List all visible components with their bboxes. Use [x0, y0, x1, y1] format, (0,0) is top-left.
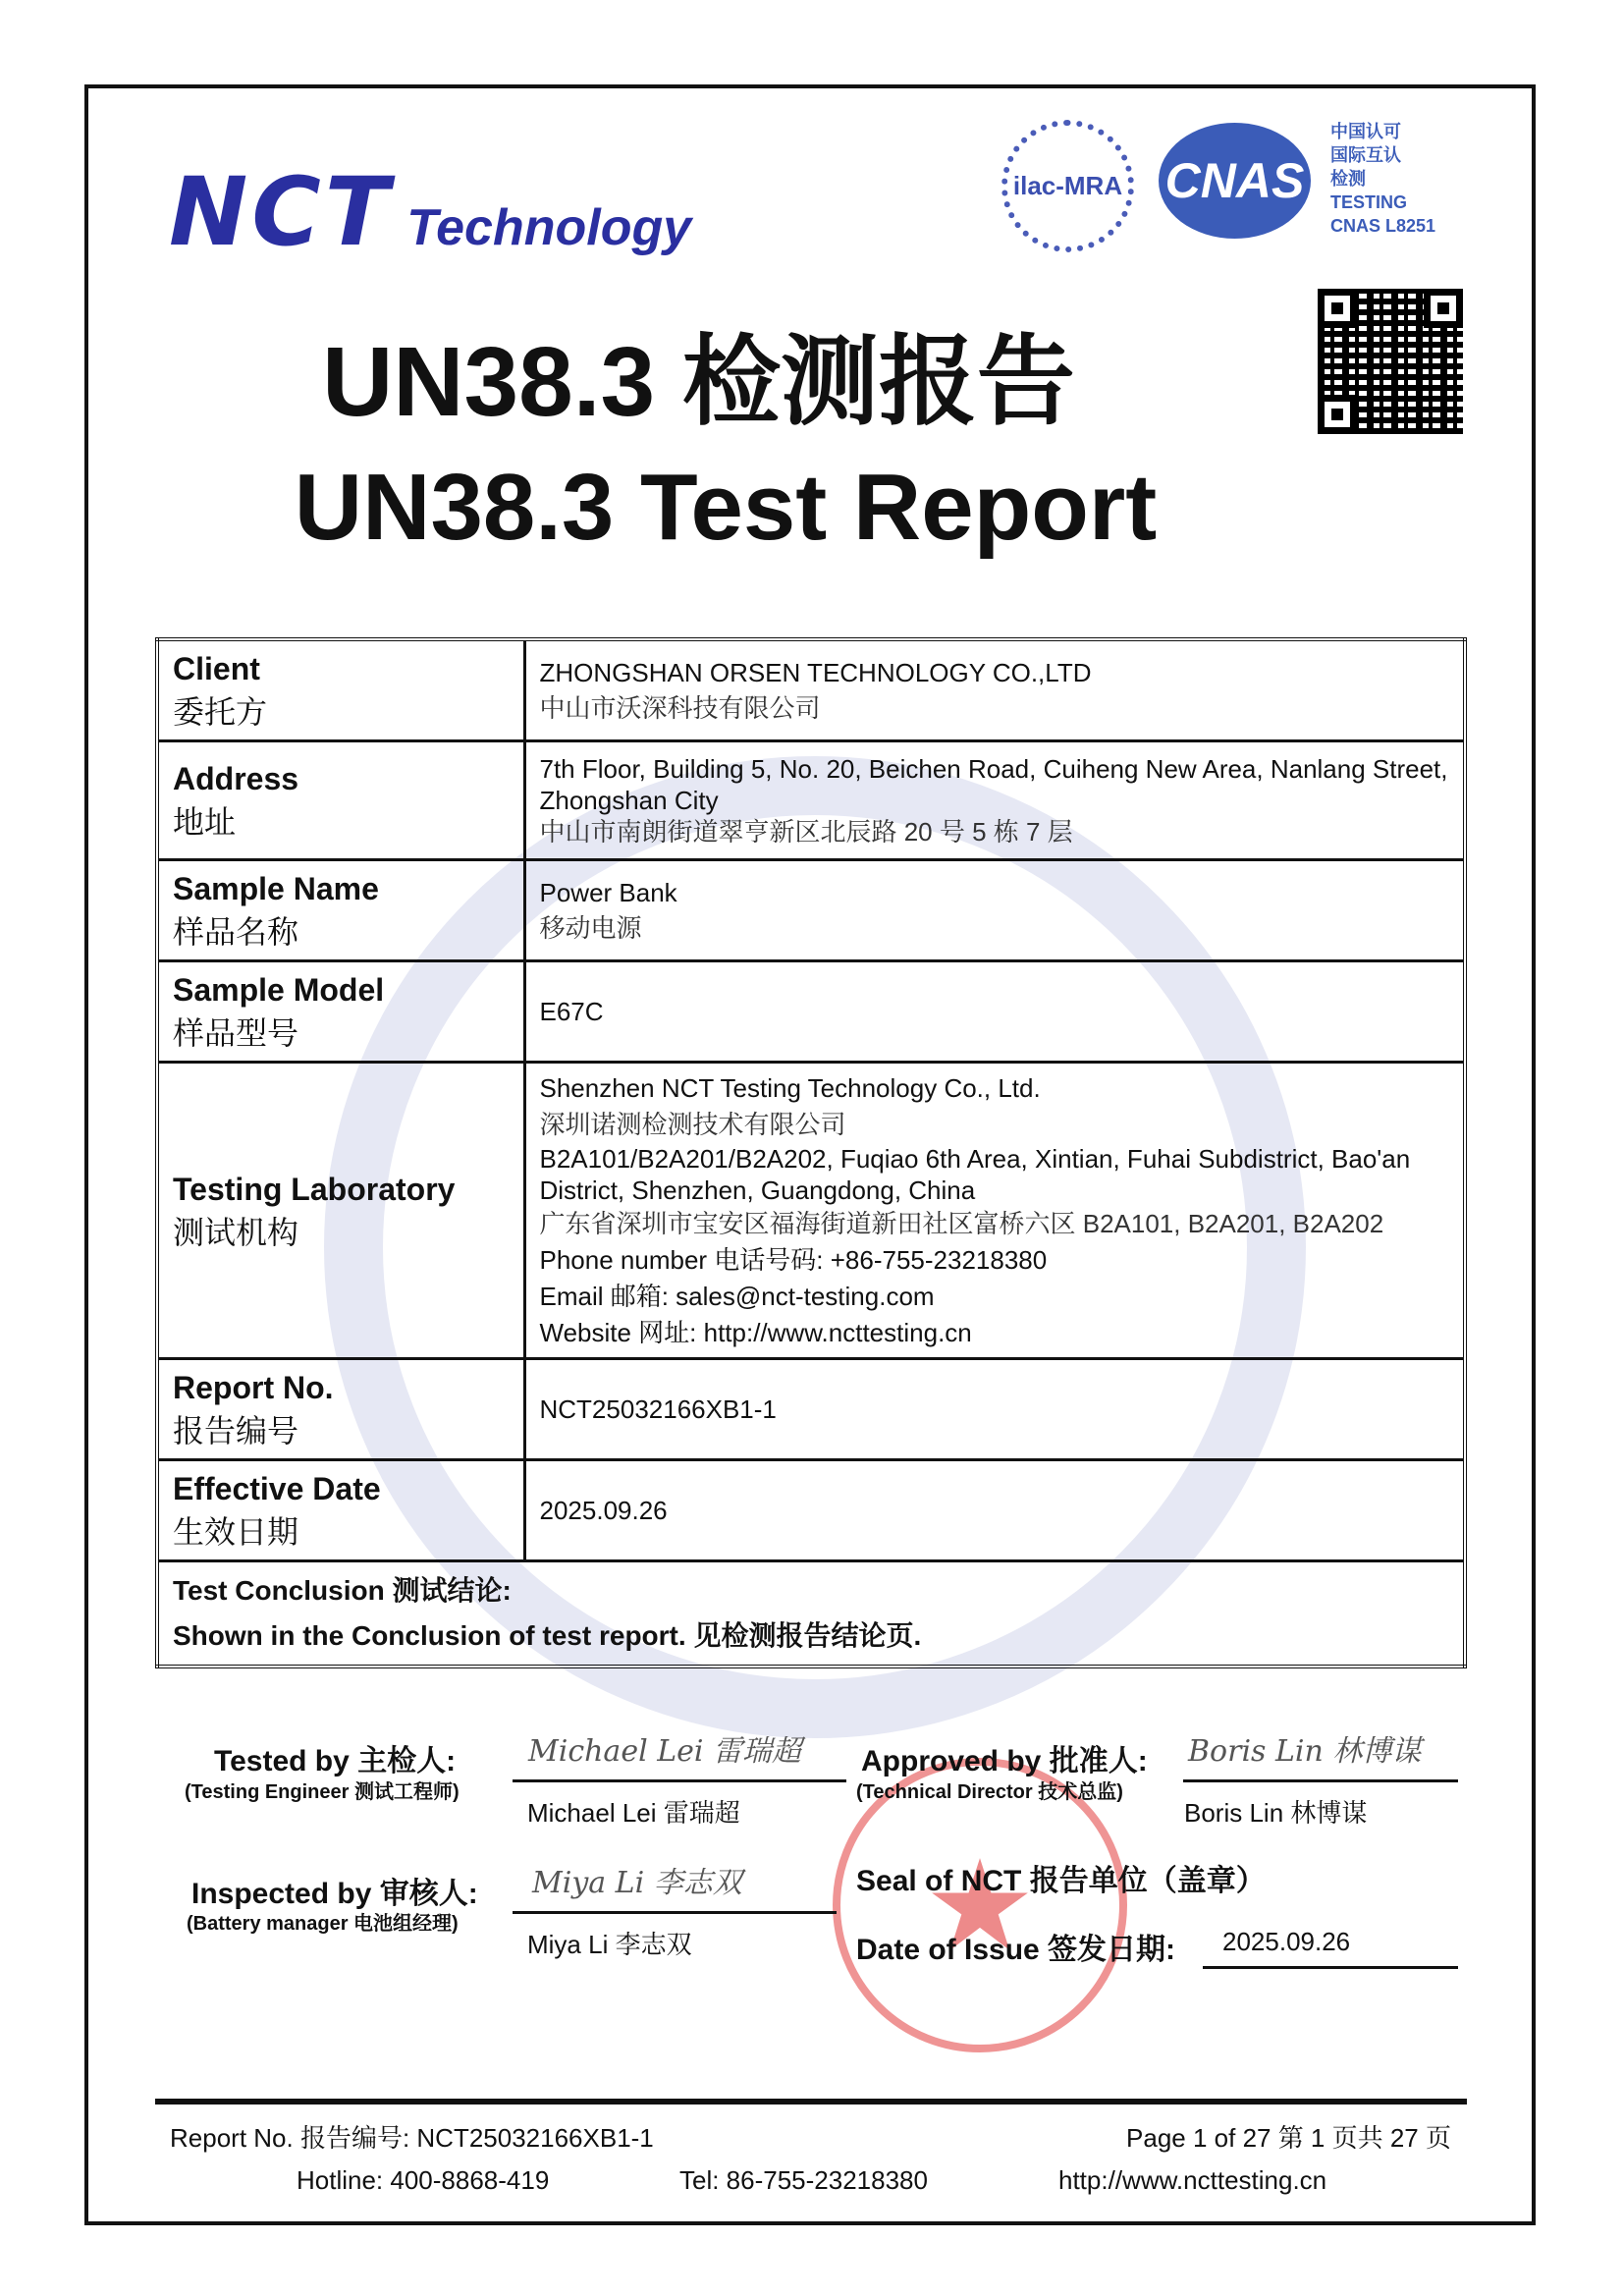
table-row: Sample Model 样品型号 E67C: [157, 961, 1465, 1063]
footer-report-no: Report No. 报告编号: NCT25032166XB1-1: [170, 2123, 654, 2153]
approved-name: Boris Lin 林博谋: [1184, 1798, 1368, 1828]
table-row: Client 委托方 ZHONGSHAN ORSEN TECHNOLOGY CO.,LTD 中山市沃深科技有限公司: [157, 639, 1465, 741]
approved-by-label: Approved by 批准人:: [861, 1745, 1148, 1777]
table-row: Effective Date 生效日期 2025.09.26: [157, 1460, 1465, 1561]
approved-signature: Boris Lin 林博谋: [1188, 1734, 1422, 1769]
table-row: Sample Name 样品名称 Power Bank 移动电源: [157, 860, 1465, 961]
date-of-issue-value: 2025.09.26: [1222, 1927, 1351, 1956]
seal-label: Seal of NCT 报告单位（盖章）: [856, 1865, 1266, 1897]
report-info-table: [155, 637, 1467, 1668]
title-cn: UN38.3 检测报告: [322, 327, 1075, 437]
inspected-by-role: (Battery manager 电池组经理): [187, 1913, 459, 1935]
table-row: Report No. 报告编号 NCT25032166XB1-1: [157, 1359, 1465, 1460]
footer-hotline: Hotline: 400-8868-419: [297, 2165, 550, 2195]
cnas-logo: CNAS: [1159, 123, 1311, 239]
footer-website: http://www.ncttesting.cn: [1058, 2165, 1327, 2195]
date-of-issue-label: Date of Issue 签发日期:: [856, 1934, 1176, 1966]
approved-by-role: (Technical Director 技术总监): [856, 1781, 1123, 1803]
inspected-signature: Miya Li 李志双: [532, 1866, 742, 1900]
inspected-by-label: Inspected by 审核人:: [191, 1878, 478, 1910]
tested-signature: Michael Lei 雷瑞超: [528, 1734, 802, 1769]
inspected-name: Miya Li 李志双: [527, 1930, 692, 1959]
footer-divider: [155, 2099, 1467, 2105]
conclusion-row: Test Conclusion 测试结论: Shown in the Conclusion of test report. 见检测报告结论页.: [157, 1561, 1465, 1667]
tested-name: Michael Lei 雷瑞超: [527, 1798, 740, 1828]
tested-by-role: (Testing Engineer 测试工程师): [185, 1781, 460, 1803]
table-row: Testing Laboratory 测试机构 Shenzhen NCT Testing Technology Co., Ltd. 深圳诺测检测技术有限公司 B2A101/B2A201/B2A202, Fuqiao 6th Area, Xintian, Fuhai Subdistrict, Bao'an District, Shenzhen, Guangdong, China 广东省深圳市宝安区福海街道新田社区富桥六区 B2A101, B2A201, B2A202 Phone number 电话号码: +86-755-23218380 Email 邮箱: sales@nct-testing.com Website 网址: http://www.ncttesting.cn: [157, 1063, 1465, 1359]
footer-page-number: Page 1 of 27 第 1 页共 27 页: [1126, 2123, 1451, 2153]
title-en: UN38.3 Test Report: [294, 455, 1158, 560]
nct-logo: NCT Technology: [169, 157, 692, 267]
footer-tel: Tel: 86-755-23218380: [679, 2165, 928, 2195]
table-row: Address 地址 7th Floor, Building 5, No. 20, Beichen Road, Cuiheng New Area, Nanlang Street, Zhongshan City 中山市南朗街道翠亨新区北辰路 20 号 5 栋 7 层: [157, 741, 1465, 860]
ilac-mra-logo: ilac-MRA: [1001, 120, 1134, 252]
cnas-accreditation-text: 中国认可 国际互认 检测 TESTING CNAS L8251: [1330, 122, 1436, 236]
tested-by-label: Tested by 主检人:: [214, 1745, 457, 1777]
